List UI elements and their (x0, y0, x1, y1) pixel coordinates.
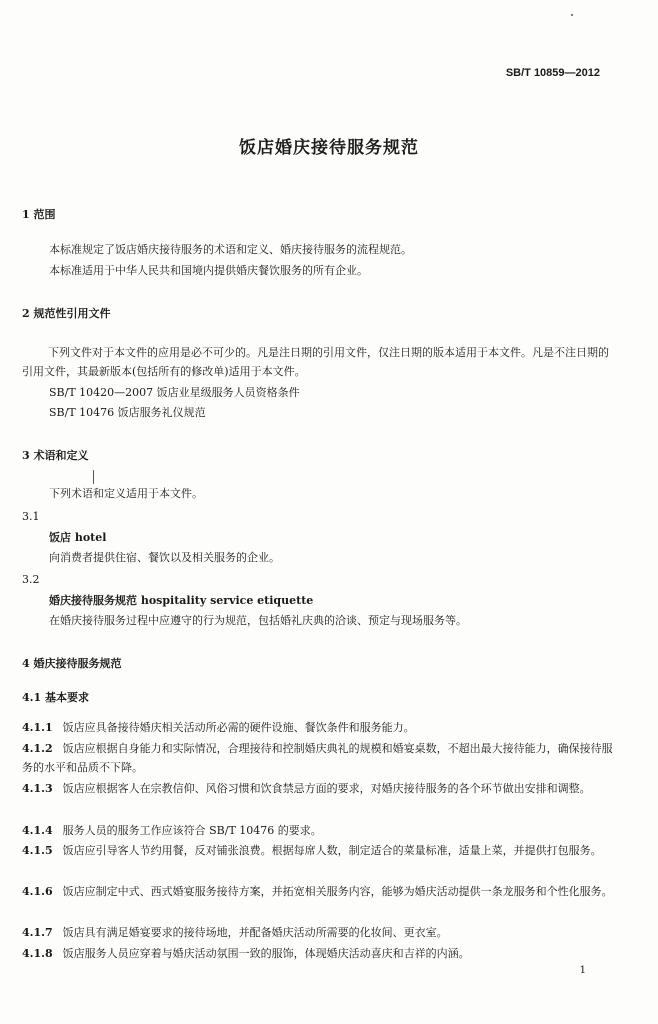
requirement-text: 饭店应根据客人在宗教信仰、风俗习惯和饮食禁忌方面的要求，对婚庆接待服务的各个环节做出安排和调整。 (62, 782, 591, 795)
section-2-heading: 2 规范性引用文件 (22, 307, 111, 320)
page-number: 1 (579, 965, 586, 976)
reference-item: SB/T 10420—2007 饭店业星级服务人员资格条件 (49, 386, 300, 399)
requirement-number: 4.1.6 (22, 885, 53, 898)
section-4-1-heading: 4.1 基本要求 (22, 691, 89, 704)
requirement-number: 4.1.2 (22, 742, 53, 755)
requirement-number: 4.1.8 (22, 947, 53, 960)
term-number: 3.2 (22, 573, 40, 586)
reference-item: SB/T 10476 饭店服务礼仪规范 (49, 406, 206, 419)
term-name: 饭店 hotel (49, 531, 107, 544)
section-4-heading: 4 婚庆接待服务规范 (22, 657, 122, 670)
section-3-intro: 下列术语和定义适用于本文件。 (49, 487, 203, 500)
requirement-text: 饭店具有满足婚宴要求的接待场地，并配备婚庆活动所需要的化妆间、更衣室。 (62, 926, 448, 939)
requirement-text: 饭店应根据自身能力和实际情况，合理接待和控制婚庆典礼的规模和婚宴桌数，不超出最大接待能力，确保接待服务的水平和品质不下降。 (22, 742, 613, 774)
requirement-number: 4.1.1 (22, 721, 53, 734)
scan-speck (571, 14, 573, 16)
scan-mark (93, 470, 94, 484)
requirement-text: 服务人员的服务工作应该符合 SB/T 10476 的要求。 (62, 824, 322, 837)
page-title: 饭店婚庆接待服务规范 (239, 138, 419, 158)
term-name: 婚庆接待服务规范 hospitality service etiquette (49, 594, 314, 607)
term-definition: 向消费者提供住宿、餐饮以及相关服务的企业。 (49, 551, 280, 564)
requirement-number: 4.1.5 (22, 844, 53, 857)
requirement-item (22, 841, 618, 860)
standard-number: SB/T 10859—2012 (505, 67, 600, 79)
section-1-paragraph-1: 本标准规定了饭店婚庆接待服务的术语和定义、婚庆接待服务的流程规范。 (49, 243, 412, 256)
requirement-text: 饭店应引导客人节约用餐，反对铺张浪费。根据每席人数，制定适合的菜量标准，适量上菜，并提供打包服务。 (62, 844, 602, 857)
section-1-heading: 1 范围 (22, 208, 56, 221)
requirement-item (22, 739, 618, 777)
requirement-item (22, 718, 618, 737)
term-number: 3.1 (22, 510, 40, 523)
requirement-item (22, 944, 618, 963)
requirement-number: 4.1.3 (22, 782, 53, 795)
section-2-paragraph: 下列文件对于本文件的应用是必不可少的。凡是注日期的引用文件，仅注日期的版本适用于本文件。凡是不注日期的引用文件，其最新版本(包括所有的修改单)适用于本文件。 (22, 346, 609, 378)
requirement-number: 4.1.4 (22, 824, 53, 837)
requirement-text: 饭店服务人员应穿着与婚庆活动氛围一致的服饰，体现婚庆活动喜庆和吉祥的内涵。 (62, 947, 470, 960)
requirement-item (22, 821, 618, 840)
requirement-text: 饭店应制定中式、西式婚宴服务接待方案，并拓宽相关服务内容，能够为婚庆活动提供一条龙服务和个性化服务。 (62, 885, 613, 898)
section-3-heading: 3 术语和定义 (22, 449, 89, 462)
section-1-paragraph-2: 本标准适用于中华人民共和国境内提供婚庆餐饮服务的所有企业。 (49, 264, 368, 277)
requirement-item (22, 882, 618, 901)
requirement-item (22, 779, 618, 798)
requirement-item (22, 923, 618, 942)
term-definition: 在婚庆接待服务过程中应遵守的行为规范，包括婚礼庆典的洽谈、预定与现场服务等。 (49, 614, 467, 627)
requirement-text: 饭店应具备接待婚庆相关活动所必需的硬件设施、餐饮条件和服务能力。 (62, 721, 415, 734)
requirement-number: 4.1.7 (22, 926, 53, 939)
